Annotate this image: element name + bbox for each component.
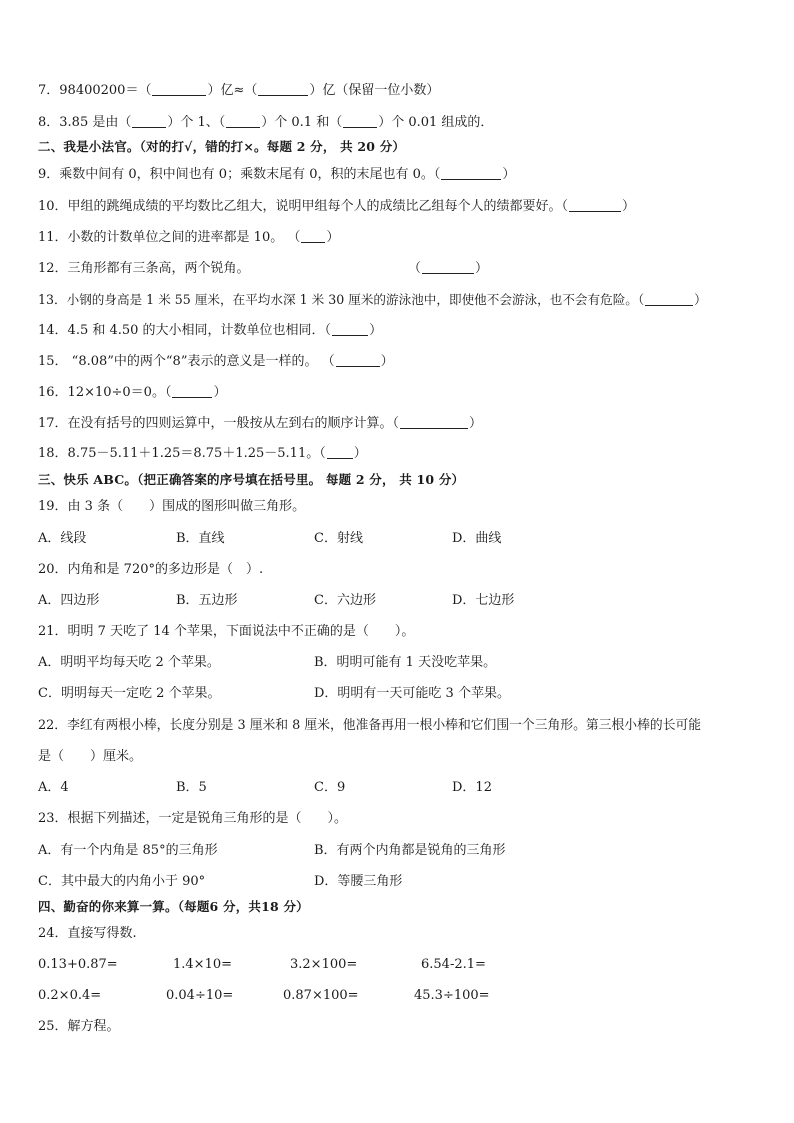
- option-c[interactable]: C．明明每天一定吃 2 个苹果。: [38, 686, 221, 701]
- answer-blank[interactable]: [441, 166, 501, 180]
- answer-blank[interactable]: [422, 260, 474, 274]
- option-c[interactable]: C．9: [314, 780, 346, 795]
- answer-blank[interactable]: [327, 445, 353, 459]
- calc-item: 6.54-2.1=: [421, 957, 486, 972]
- question-22-line2: 是（ ）厘米。: [38, 749, 143, 764]
- answer-blank[interactable]: [226, 114, 260, 128]
- question-24: 24．直接写得数.: [38, 926, 137, 941]
- option-b[interactable]: B．有两个内角都是锐角的三角形: [314, 843, 506, 858]
- section-2-heading: 二、我是小法官。（对的打√，错的打×。每题 2 分， 共 20 分）: [38, 139, 406, 154]
- question-13: 13．小钢的身高是 1 米 55 厘米，在平均水深 1 米 30 厘米的游泳池中，即使他不会游泳，也不会有危险。（ ）: [38, 292, 707, 307]
- section-3-heading: 三、快乐 ABC。（把正确答案的序号填在括号里。 每题 2 分， 共 10 分）: [38, 472, 465, 487]
- calc-item: 3.2×100=: [290, 957, 358, 972]
- option-a[interactable]: A．四边形: [38, 593, 100, 608]
- answer-blank[interactable]: [132, 114, 166, 128]
- option-d[interactable]: D．等腰三角形: [314, 874, 403, 889]
- question-23: 23．根据下列描述，一定是锐角三角形的是（ ）。: [38, 811, 348, 826]
- question-22-line1: 22．李红有两根小棒，长度分别是 3 厘米和 8 厘米，他准备再用一根小棒和它们围一个三角形。第三根小棒的长可能: [38, 718, 702, 733]
- question-14: 14．4.5 和 4.50 的大小相同，计数单位也相同．（ ）: [38, 323, 383, 338]
- calc-item: 0.87×100=: [283, 988, 359, 1003]
- option-d[interactable]: D．12: [452, 780, 492, 795]
- section-4-heading: 四、勤奋的你来算一算。（每题6 分，共18 分）: [38, 899, 309, 914]
- question-19-options: [38, 530, 758, 548]
- question-10: 10．甲组的跳绳成绩的平均数比乙组大，说明甲组每个人的成绩比乙组每个人的绩都要好。（ ）: [38, 199, 636, 214]
- option-a[interactable]: A．4: [38, 780, 69, 795]
- answer-blank[interactable]: [301, 229, 325, 243]
- option-b[interactable]: B．五边形: [176, 593, 238, 608]
- calc-item: 0.2×0.4=: [38, 988, 102, 1003]
- option-b[interactable]: B．5: [176, 780, 207, 795]
- question-22-options: [38, 779, 758, 797]
- question-25: 25．解方程。: [38, 1019, 120, 1034]
- calc-row-1: [38, 956, 758, 974]
- question-17: 17．在没有括号的四则运算中，一般按从左到右的顺序计算。（ ）: [38, 416, 483, 431]
- answer-blank[interactable]: [258, 82, 308, 96]
- option-c[interactable]: C．其中最大的内角小于 90°: [38, 874, 206, 889]
- option-c[interactable]: C．射线: [314, 531, 363, 546]
- question-23-options-row2: [38, 873, 758, 891]
- answer-blank[interactable]: [645, 292, 693, 306]
- option-a[interactable]: A．线段: [38, 531, 87, 546]
- option-a[interactable]: A．明明平均每天吃 2 个苹果。: [38, 655, 220, 670]
- option-b[interactable]: B．直线: [176, 531, 225, 546]
- calc-item: 1.4×10=: [173, 957, 233, 972]
- option-a[interactable]: A．有一个内角是 85°的三角形: [38, 843, 218, 858]
- question-23-options-row1: [38, 842, 758, 860]
- answer-blank[interactable]: [172, 384, 212, 398]
- question-12: 12．三角形都有三条高，两个锐角。 （ ）: [38, 261, 489, 276]
- question-16: 16．12×10÷0＝0。（ ）: [38, 385, 227, 400]
- answer-blank[interactable]: [343, 114, 377, 128]
- option-d[interactable]: D．明明有一天可能吃 3 个苹果。: [314, 686, 510, 701]
- question-21: 21．明明 7 天吃了 14 个苹果，下面说法中不正确的是（ ）。: [38, 624, 415, 639]
- answer-blank[interactable]: [569, 198, 621, 212]
- answer-blank[interactable]: [336, 353, 380, 367]
- answer-blank[interactable]: [332, 322, 368, 336]
- option-d[interactable]: D．七边形: [452, 593, 515, 608]
- answer-blank[interactable]: [400, 415, 468, 429]
- question-15: 15． “8.08”中的两个“8”表示的意义是一样的。 （ ）: [38, 354, 394, 369]
- question-11: 11．小数的计数单位之间的进率都是 10。 （ ）: [38, 230, 340, 245]
- answer-blank[interactable]: [152, 82, 206, 96]
- question-20: 20．内角和是 720°的多边形是（ ）.: [38, 562, 264, 577]
- option-b[interactable]: B．明明可能有 1 天没吃苹果。: [314, 655, 497, 670]
- calc-item: 45.3÷100=: [414, 988, 490, 1003]
- calc-item: 0.04÷10=: [166, 988, 234, 1003]
- question-7: 7．98400200＝（ ）亿≈（ ）亿（保留一位小数）: [38, 83, 440, 98]
- option-c[interactable]: C．六边形: [314, 593, 376, 608]
- option-d[interactable]: D．曲线: [452, 531, 502, 546]
- question-21-options-row2: [38, 685, 758, 703]
- question-8: 8．3.85 是由（ ）个 1、（ ）个 0.1 和（ ）个 0.01 组成的．: [38, 115, 494, 130]
- question-20-options: [38, 592, 758, 610]
- question-18: 18．8.75－5.11＋1.25＝8.75＋1.25－5.11。（ ）: [38, 446, 367, 461]
- calc-row-2: [38, 987, 758, 1005]
- question-19: 19．由 3 条（ ）围成的图形叫做三角形。: [38, 499, 306, 514]
- question-21-options-row1: [38, 654, 758, 672]
- question-9: 9．乘数中间有 0，积中间也有 0；乘数末尾有 0，积的末尾也有 0。（ ）: [38, 167, 516, 182]
- calc-item: 0.13+0.87=: [38, 957, 118, 972]
